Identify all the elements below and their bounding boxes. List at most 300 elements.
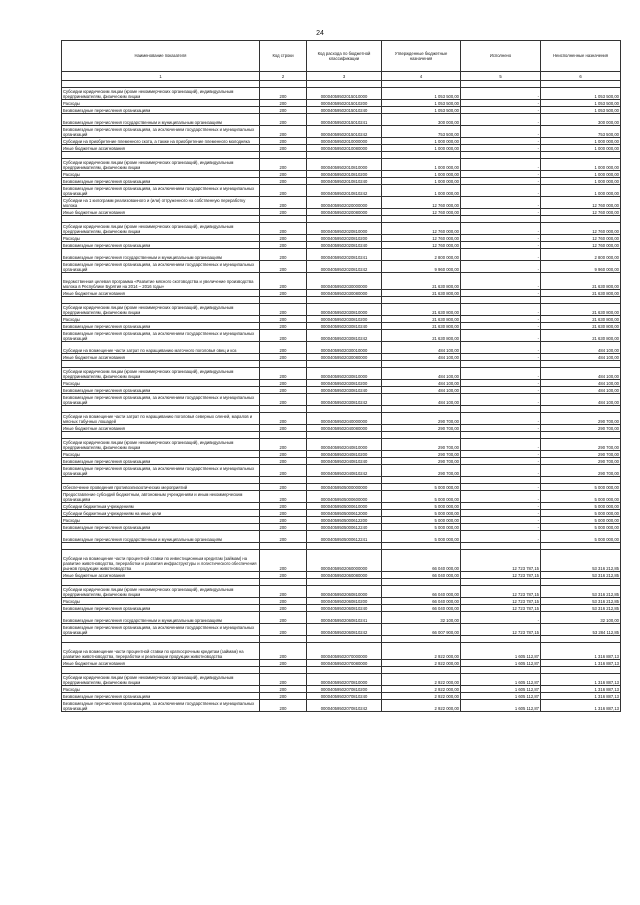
approved-amount-cell: 300 000,00	[382, 114, 461, 126]
spacer-cell	[62, 406, 260, 413]
spacer-row	[62, 81, 621, 88]
executed-amount-cell: -	[461, 138, 541, 145]
executed-amount-cell: -	[461, 185, 541, 197]
approved-amount-cell: 5 000 000,00	[382, 503, 461, 510]
spacer-cell	[307, 152, 382, 159]
approved-amount-cell: 2 922 000,00	[382, 660, 461, 667]
approved-amount-cell: 12 760 000,00	[382, 235, 461, 242]
approved-amount-cell: 32 100,00	[382, 612, 461, 624]
unexecuted-amount-cell: 290 700,00	[541, 458, 621, 465]
line-code-cell: 200	[260, 235, 307, 242]
approved-amount-cell: 290 700,00	[382, 413, 461, 425]
expense-code-cell: 00004059502060810240	[307, 605, 382, 612]
table-row	[62, 465, 621, 477]
executed-amount-cell: -	[461, 491, 541, 503]
spacer-cell	[461, 297, 541, 304]
expense-code-cell: 00004059502020080000	[307, 209, 382, 216]
table-row	[62, 316, 621, 323]
expense-code-cell: 00004059502060810000	[307, 586, 382, 598]
unexecuted-amount-cell: 12 760 000,00	[541, 223, 621, 235]
table-row	[62, 524, 621, 531]
column-number-row	[62, 72, 621, 81]
spacer-cell	[260, 81, 307, 88]
spacer-cell	[307, 477, 382, 484]
approved-amount-cell: 66 040 000,00	[382, 550, 461, 572]
unexecuted-amount-cell: 2 800 000,00	[541, 249, 621, 261]
unexecuted-amount-cell: 53 316 212,85	[541, 550, 621, 572]
unexecuted-amount-cell: 9 960 000,00	[541, 261, 621, 273]
indicator-name-cell: Расходы	[62, 316, 260, 323]
line-code-cell: 200	[260, 197, 307, 209]
line-code-cell: 200	[260, 159, 307, 171]
indicator-name-cell: Расходы	[62, 100, 260, 107]
unexecuted-amount-cell: 484 100,00	[541, 342, 621, 354]
indicator-name-cell: Субсидии на возмещение части затрат по наращиванию маточного поголовья овец и коз	[62, 342, 260, 354]
table-row	[62, 491, 621, 503]
unexecuted-amount-cell: 484 100,00	[541, 368, 621, 380]
approved-amount-cell: 484 100,00	[382, 380, 461, 387]
spacer-cell	[62, 361, 260, 368]
expense-code-cell: 00004059502070810200	[307, 686, 382, 693]
expense-code-cell: 00004059502015010200	[307, 100, 382, 107]
spacer-cell	[541, 543, 621, 550]
approved-amount-cell: 1 053 500,00	[382, 100, 461, 107]
approved-amount-cell: 5 000 000,00	[382, 484, 461, 491]
executed-amount-cell: -	[461, 145, 541, 152]
executed-amount-cell: 1 605 112,87	[461, 660, 541, 667]
executed-amount-cell: -	[461, 290, 541, 297]
line-code-cell: 200	[260, 342, 307, 354]
line-code-cell: 200	[260, 316, 307, 323]
executed-amount-cell: -	[461, 394, 541, 406]
spacer-cell	[260, 432, 307, 439]
indicator-name-cell: Расходы	[62, 598, 260, 605]
column-number: 4	[382, 72, 461, 81]
spacer-cell	[307, 432, 382, 439]
approved-amount-cell: 5 000 000,00	[382, 491, 461, 503]
approved-amount-cell: 12 760 000,00	[382, 197, 461, 209]
line-code-cell: 200	[260, 686, 307, 693]
spacer-row	[62, 636, 621, 643]
unexecuted-amount-cell: 1 316 887,13	[541, 674, 621, 686]
expense-code-cell: 00004059502020000000	[307, 197, 382, 209]
table-row	[62, 572, 621, 579]
executed-amount-cell: -	[461, 114, 541, 126]
unexecuted-amount-cell: 21 630 800,00	[541, 273, 621, 290]
line-code-cell: 200	[260, 394, 307, 406]
unexecuted-amount-cell: 21 630 800,00	[541, 290, 621, 297]
executed-amount-cell: -	[461, 368, 541, 380]
spacer-cell	[260, 477, 307, 484]
line-code-cell: 200	[260, 439, 307, 451]
spacer-cell	[382, 297, 461, 304]
line-code-cell: 200	[260, 531, 307, 543]
table-row	[62, 323, 621, 330]
table-row	[62, 550, 621, 572]
expense-code-cell: 00004059505000612241	[307, 531, 382, 543]
spacer-cell	[461, 152, 541, 159]
table-row	[62, 178, 621, 185]
approved-amount-cell: 1 000 000,00	[382, 185, 461, 197]
executed-amount-cell: 1 605 112,87	[461, 700, 541, 712]
expense-code-cell: 00004059502010000000	[307, 138, 382, 145]
indicator-name-cell: Субсидии на возмещение части процентной ставки по краткосрочным кредитам (займам) на развитие животноводства, переработки и реализации продукции животноводства	[62, 643, 260, 660]
approved-amount-cell: 66 040 000,00	[382, 605, 461, 612]
expense-code-cell: 00004059502070810240	[307, 693, 382, 700]
indicator-name-cell: Субсидии юридическим лицам (кроме некоммерческих организаций), индивидуальным предпринимателям, физическим лицам	[62, 159, 260, 171]
indicator-name-cell: Субсидии бюджетным учреждениям на иные цели	[62, 510, 260, 517]
spacer-cell	[260, 361, 307, 368]
column-number: 1	[62, 72, 260, 81]
spacer-cell	[307, 543, 382, 550]
unexecuted-amount-cell: 1 316 887,13	[541, 693, 621, 700]
indicator-name-cell: Иные бюджетные ассигнования	[62, 425, 260, 432]
approved-amount-cell: 2 922 000,00	[382, 700, 461, 712]
table-body	[62, 81, 621, 712]
table-row	[62, 700, 621, 712]
spacer-cell	[307, 667, 382, 674]
table-row	[62, 531, 621, 543]
line-code-cell: 200	[260, 368, 307, 380]
expense-code-cell: 00004059502020810241	[307, 249, 382, 261]
line-code-cell: 200	[260, 700, 307, 712]
approved-amount-cell: 21 630 800,00	[382, 330, 461, 342]
line-code-cell: 200	[260, 304, 307, 316]
indicator-name-cell: Безвозмездные перечисления организациям	[62, 107, 260, 114]
spacer-cell	[541, 579, 621, 586]
expense-code-cell: 00004059505000600000	[307, 491, 382, 503]
table-row	[62, 354, 621, 361]
header-executed: Исполнено	[461, 41, 541, 72]
unexecuted-amount-cell: 1 000 000,00	[541, 159, 621, 171]
line-code-cell: 200	[260, 380, 307, 387]
unexecuted-amount-cell: 290 700,00	[541, 465, 621, 477]
approved-amount-cell: 1 053 500,00	[382, 88, 461, 100]
unexecuted-amount-cell: 1 053 500,00	[541, 107, 621, 114]
line-code-cell: 200	[260, 484, 307, 491]
spacer-cell	[260, 297, 307, 304]
executed-amount-cell: 12 723 787,15	[461, 598, 541, 605]
spacer-row	[62, 579, 621, 586]
indicator-name-cell: Иные бюджетные ассигнования	[62, 660, 260, 667]
line-code-cell: 200	[260, 178, 307, 185]
table-row	[62, 304, 621, 316]
indicator-name-cell: Субсидии на возмещение части процентной ставки по инвестиционным кредитам (займам) на развитие животноводства, переработки и развития инфраструктуры и логистического обеспечения рынков продукции животноводства	[62, 550, 260, 572]
column-number: 2	[260, 72, 307, 81]
indicator-name-cell: Расходы	[62, 235, 260, 242]
spacer-cell	[260, 152, 307, 159]
spacer-row	[62, 361, 621, 368]
line-code-cell: 200	[260, 387, 307, 394]
executed-amount-cell: -	[461, 517, 541, 524]
table-row	[62, 209, 621, 216]
executed-amount-cell: -	[461, 451, 541, 458]
expense-code-cell: 00004059502015010242	[307, 126, 382, 138]
spacer-row	[62, 432, 621, 439]
table-row	[62, 273, 621, 290]
indicator-name-cell: Безвозмездные перечисления государственным и муниципальным организациям	[62, 114, 260, 126]
column-number: 6	[541, 72, 621, 81]
line-code-cell: 200	[260, 223, 307, 235]
unexecuted-amount-cell: 484 100,00	[541, 354, 621, 361]
table-row	[62, 394, 621, 406]
indicator-name-cell: Безвозмездные перечисления организациям	[62, 605, 260, 612]
indicator-name-cell: Безвозмездные перечисления организациям	[62, 178, 260, 185]
table-row	[62, 660, 621, 667]
spacer-cell	[541, 81, 621, 88]
table-row	[62, 197, 621, 209]
line-code-cell: 200	[260, 605, 307, 612]
spacer-cell	[461, 361, 541, 368]
executed-amount-cell: -	[461, 439, 541, 451]
approved-amount-cell: 66 040 000,00	[382, 598, 461, 605]
table-row	[62, 145, 621, 152]
indicator-name-cell: Ведомственная целевая программа «Развитие мясного скотоводства и увеличение производства молока в Республике Бурятия на 2014 – 2016 годы»	[62, 273, 260, 290]
spacer-row	[62, 152, 621, 159]
spacer-cell	[541, 216, 621, 223]
expense-code-cell: 00004059502040080000	[307, 425, 382, 432]
approved-amount-cell: 1 000 000,00	[382, 145, 461, 152]
approved-amount-cell: 2 922 000,00	[382, 674, 461, 686]
expense-code-cell: 00004059502060000000	[307, 550, 382, 572]
unexecuted-amount-cell: 5 000 000,00	[541, 524, 621, 531]
line-code-cell: 200	[260, 354, 307, 361]
spacer-cell	[62, 579, 260, 586]
indicator-name-cell: Предоставление субсидий бюджетным, автономным учреждениям и иным некоммерческим организациям	[62, 491, 260, 503]
indicator-name-cell: Безвозмездные перечисления организациям	[62, 387, 260, 394]
indicator-name-cell: Расходы	[62, 171, 260, 178]
approved-amount-cell: 21 630 800,00	[382, 316, 461, 323]
indicator-name-cell: Безвозмездные перечисления организациям	[62, 458, 260, 465]
page-number: 24	[316, 30, 324, 37]
unexecuted-amount-cell: 1 000 000,00	[541, 178, 621, 185]
unexecuted-amount-cell: 5 000 000,00	[541, 517, 621, 524]
executed-amount-cell: -	[461, 413, 541, 425]
spacer-cell	[260, 543, 307, 550]
unexecuted-amount-cell: 1 053 500,00	[541, 100, 621, 107]
unexecuted-amount-cell: 12 760 000,00	[541, 209, 621, 216]
table-row	[62, 451, 621, 458]
line-code-cell: 200	[260, 413, 307, 425]
spacer-cell	[461, 543, 541, 550]
line-code-cell: 200	[260, 612, 307, 624]
line-code-cell: 200	[260, 465, 307, 477]
table-row	[62, 674, 621, 686]
spacer-cell	[461, 667, 541, 674]
line-code-cell: 200	[260, 145, 307, 152]
approved-amount-cell: 1 000 000,00	[382, 159, 461, 171]
line-code-cell: 200	[260, 660, 307, 667]
unexecuted-amount-cell: 53 284 112,85	[541, 624, 621, 636]
table-header-row	[62, 41, 621, 72]
spacer-cell	[307, 216, 382, 223]
indicator-name-cell: Субсидии бюджетным учреждениям	[62, 503, 260, 510]
unexecuted-amount-cell: 1 000 000,00	[541, 138, 621, 145]
spacer-cell	[260, 406, 307, 413]
expense-code-cell: 00004059502030080000	[307, 290, 382, 297]
line-code-cell: 200	[260, 107, 307, 114]
spacer-cell	[382, 543, 461, 550]
unexecuted-amount-cell: 290 700,00	[541, 451, 621, 458]
table-row	[62, 171, 621, 178]
unexecuted-amount-cell: 484 100,00	[541, 387, 621, 394]
spacer-cell	[541, 636, 621, 643]
approved-amount-cell: 5 000 000,00	[382, 517, 461, 524]
table-row	[62, 693, 621, 700]
table-row	[62, 107, 621, 114]
indicator-name-cell: Иные бюджетные ассигнования	[62, 209, 260, 216]
unexecuted-amount-cell: 5 000 000,00	[541, 484, 621, 491]
approved-amount-cell: 21 630 800,00	[382, 290, 461, 297]
executed-amount-cell: -	[461, 458, 541, 465]
table-row	[62, 510, 621, 517]
line-code-cell: 200	[260, 517, 307, 524]
table-row	[62, 612, 621, 624]
executed-amount-cell: 1 605 112,87	[461, 643, 541, 660]
spacer-cell	[62, 667, 260, 674]
indicator-name-cell: Субсидии юридическим лицам (кроме некоммерческих организаций), индивидуальным предпринимателям, физическим лицам	[62, 674, 260, 686]
header-approved: Утвержденные бюджетные назначения	[382, 41, 461, 72]
executed-amount-cell: 1 605 112,87	[461, 693, 541, 700]
line-code-cell: 200	[260, 491, 307, 503]
unexecuted-amount-cell: 5 000 000,00	[541, 531, 621, 543]
approved-amount-cell: 12 760 000,00	[382, 209, 461, 216]
executed-amount-cell: -	[461, 242, 541, 249]
expense-code-cell: 00004059502010810240	[307, 178, 382, 185]
executed-amount-cell: -	[461, 484, 541, 491]
indicator-name-cell: Безвозмездные перечисления организациям, за исключением государственных и муниципальных организаций	[62, 261, 260, 273]
table-row	[62, 484, 621, 491]
approved-amount-cell: 66 040 000,00	[382, 572, 461, 579]
header-expense-code: Код расхода по бюджетной классификации	[307, 41, 382, 72]
indicator-name-cell: Иные бюджетные ассигнования	[62, 572, 260, 579]
expense-code-cell: 00004059502040810200	[307, 451, 382, 458]
unexecuted-amount-cell: 1 316 887,13	[541, 643, 621, 660]
indicator-name-cell: Расходы	[62, 686, 260, 693]
expense-code-cell: 00004059502070810242	[307, 700, 382, 712]
line-code-cell: 200	[260, 643, 307, 660]
unexecuted-amount-cell: 21 630 800,00	[541, 316, 621, 323]
line-code-cell: 200	[260, 114, 307, 126]
expense-code-cell: 00004059502015010000	[307, 88, 382, 100]
table-row	[62, 290, 621, 297]
spacer-cell	[260, 579, 307, 586]
approved-amount-cell: 2 922 000,00	[382, 643, 461, 660]
executed-amount-cell: -	[461, 178, 541, 185]
line-code-cell: 200	[260, 171, 307, 178]
indicator-name-cell: Иные бюджетные ассигнования	[62, 290, 260, 297]
approved-amount-cell: 290 700,00	[382, 439, 461, 451]
approved-amount-cell: 290 700,00	[382, 458, 461, 465]
expense-code-cell: 00004059502030810242	[307, 394, 382, 406]
indicator-name-cell: Безвозмездные перечисления организациям	[62, 323, 260, 330]
unexecuted-amount-cell: 53 316 212,85	[541, 586, 621, 598]
approved-amount-cell: 290 700,00	[382, 451, 461, 458]
indicator-name-cell: Безвозмездные перечисления организациям, за исключением государственных и муниципальных организаций	[62, 126, 260, 138]
indicator-name-cell: Субсидии на приобретение племенного скота, а также на приобретение племенного молодняка	[62, 138, 260, 145]
table-row	[62, 249, 621, 261]
line-code-cell: 200	[260, 425, 307, 432]
executed-amount-cell: -	[461, 171, 541, 178]
spacer-cell	[382, 667, 461, 674]
table-row	[62, 100, 621, 107]
approved-amount-cell: 21 630 800,00	[382, 304, 461, 316]
line-code-cell: 200	[260, 674, 307, 686]
expense-code-cell: 00004059502020810000	[307, 223, 382, 235]
table-row	[62, 598, 621, 605]
indicator-name-cell: Субсидии юридическим лицам (кроме некоммерческих организаций), индивидуальным предпринимателям, физическим лицам	[62, 439, 260, 451]
approved-amount-cell: 5 000 000,00	[382, 510, 461, 517]
unexecuted-amount-cell: 753 500,00	[541, 126, 621, 138]
line-code-cell: 200	[260, 185, 307, 197]
spacer-cell	[541, 477, 621, 484]
table-row	[62, 686, 621, 693]
indicator-name-cell: Безвозмездные перечисления организациям, за исключением государственных и муниципальных организаций	[62, 624, 260, 636]
unexecuted-amount-cell: 1 000 000,00	[541, 171, 621, 178]
spacer-cell	[461, 579, 541, 586]
line-code-cell: 200	[260, 330, 307, 342]
expense-code-cell: 00004059502070080000	[307, 660, 382, 667]
expense-code-cell: 00004059502030810000	[307, 368, 382, 380]
executed-amount-cell: -	[461, 387, 541, 394]
indicator-name-cell: Субсидии на возмещение части затрат по наращиванию поголовья северных оленей, маралов и мясных табунных лошадей	[62, 413, 260, 425]
table-row	[62, 185, 621, 197]
spacer-cell	[307, 81, 382, 88]
unexecuted-amount-cell: 484 100,00	[541, 394, 621, 406]
executed-amount-cell: -	[461, 235, 541, 242]
spacer-cell	[62, 152, 260, 159]
spacer-row	[62, 477, 621, 484]
approved-amount-cell: 1 000 000,00	[382, 171, 461, 178]
executed-amount-cell: -	[461, 223, 541, 235]
table-row	[62, 624, 621, 636]
column-number: 5	[461, 72, 541, 81]
executed-amount-cell: 12 723 787,15	[461, 550, 541, 572]
line-code-cell: 200	[260, 572, 307, 579]
approved-amount-cell: 484 100,00	[382, 368, 461, 380]
indicator-name-cell: Безвозмездные перечисления организациям, за исключением государственных и муниципальных организаций	[62, 185, 260, 197]
table-row	[62, 114, 621, 126]
spacer-cell	[541, 152, 621, 159]
indicator-name-cell: Субсидии юридическим лицам (кроме некоммерческих организаций), индивидуальным предпринимателям, физическим лицам	[62, 88, 260, 100]
expense-code-cell: 00004059502040000000	[307, 413, 382, 425]
executed-amount-cell: -	[461, 510, 541, 517]
expense-code-cell: 00004059502010810242	[307, 185, 382, 197]
indicator-name-cell: Безвозмездные перечисления организациям	[62, 242, 260, 249]
column-number: 3	[307, 72, 382, 81]
executed-amount-cell: -	[461, 342, 541, 354]
indicator-name-cell: Субсидии юридическим лицам (кроме некоммерческих организаций), индивидуальным предпринимателям, физическим лицам	[62, 586, 260, 598]
spacer-cell	[541, 297, 621, 304]
unexecuted-amount-cell: 12 760 000,00	[541, 197, 621, 209]
executed-amount-cell: -	[461, 380, 541, 387]
line-code-cell: 200	[260, 138, 307, 145]
approved-amount-cell: 9 960 000,00	[382, 261, 461, 273]
expense-code-cell: 00004059502070810000	[307, 674, 382, 686]
line-code-cell: 200	[260, 503, 307, 510]
executed-amount-cell: -	[461, 531, 541, 543]
line-code-cell: 200	[260, 451, 307, 458]
executed-amount-cell: -	[461, 503, 541, 510]
executed-amount-cell: 12 723 787,15	[461, 624, 541, 636]
line-code-cell: 200	[260, 624, 307, 636]
unexecuted-amount-cell: 290 700,00	[541, 413, 621, 425]
expense-code-cell: 00004059502015010240	[307, 107, 382, 114]
approved-amount-cell: 290 700,00	[382, 465, 461, 477]
table-row	[62, 235, 621, 242]
expense-code-cell: 00004059502060810241	[307, 612, 382, 624]
table-row	[62, 223, 621, 235]
